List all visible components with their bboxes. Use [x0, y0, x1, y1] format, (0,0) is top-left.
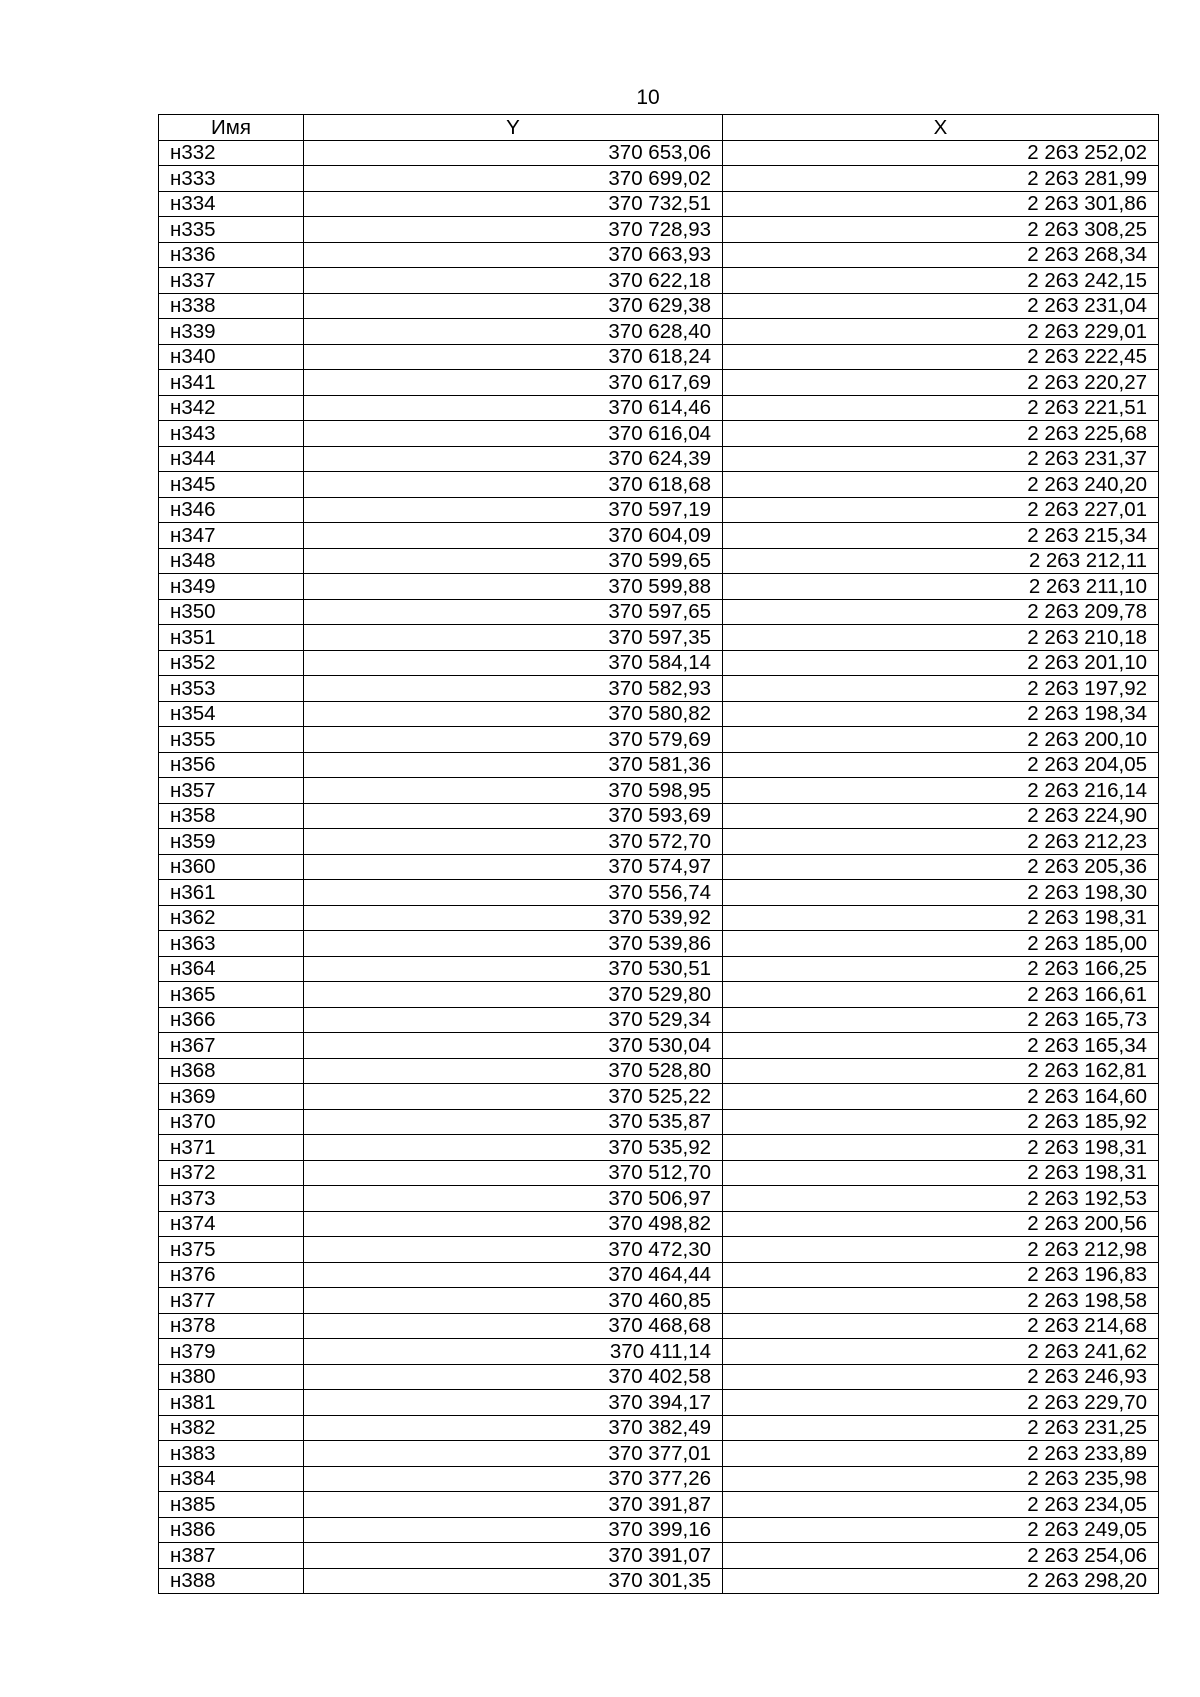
table-row [159, 829, 1159, 855]
y-coordinate-cell: 370 614,46 [304, 395, 723, 421]
x-coordinate-cell: 2 263 185,92 [723, 1109, 1159, 1135]
y-coordinate-cell: 370 382,49 [304, 1415, 723, 1441]
table-row [159, 1339, 1159, 1365]
table-row [159, 574, 1159, 600]
table-row [159, 395, 1159, 421]
x-coordinate-cell: 2 263 231,37 [723, 446, 1159, 472]
y-coordinate-cell: 370 584,14 [304, 650, 723, 676]
table-row [159, 1109, 1159, 1135]
point-name-cell: н360 [159, 854, 304, 880]
y-coordinate-cell: 370 574,97 [304, 854, 723, 880]
x-coordinate-cell: 2 263 215,34 [723, 523, 1159, 549]
x-coordinate-cell: 2 263 249,05 [723, 1517, 1159, 1543]
table-row [159, 421, 1159, 447]
x-coordinate-cell: 2 263 201,10 [723, 650, 1159, 676]
table-row [159, 472, 1159, 498]
point-name-cell: н364 [159, 956, 304, 982]
y-coordinate-cell: 370 535,92 [304, 1135, 723, 1161]
y-coordinate-cell: 370 579,69 [304, 727, 723, 753]
x-coordinate-cell: 2 263 308,25 [723, 217, 1159, 243]
point-name-cell: н333 [159, 166, 304, 192]
table-row [159, 701, 1159, 727]
table-row [159, 293, 1159, 319]
x-coordinate-cell: 2 263 204,05 [723, 752, 1159, 778]
point-name-cell: н358 [159, 803, 304, 829]
point-name-cell: н343 [159, 421, 304, 447]
table-row [159, 1237, 1159, 1263]
table-row [159, 166, 1159, 192]
x-coordinate-cell: 2 263 241,62 [723, 1339, 1159, 1365]
y-coordinate-cell: 370 624,39 [304, 446, 723, 472]
x-coordinate-cell: 2 263 212,11 [723, 548, 1159, 574]
table-row [159, 548, 1159, 574]
table-row [159, 599, 1159, 625]
y-coordinate-cell: 370 530,04 [304, 1033, 723, 1059]
x-coordinate-cell: 2 263 162,81 [723, 1058, 1159, 1084]
point-name-cell: н353 [159, 676, 304, 702]
x-coordinate-cell: 2 263 192,53 [723, 1186, 1159, 1212]
table-row [159, 1466, 1159, 1492]
y-coordinate-cell: 370 732,51 [304, 191, 723, 217]
table-row [159, 497, 1159, 523]
y-coordinate-cell: 370 460,85 [304, 1288, 723, 1314]
x-coordinate-cell: 2 263 198,31 [723, 1135, 1159, 1161]
table-row [159, 880, 1159, 906]
point-name-cell: н352 [159, 650, 304, 676]
point-name-cell: н379 [159, 1339, 304, 1365]
x-coordinate-cell: 2 263 200,56 [723, 1211, 1159, 1237]
point-name-cell: н336 [159, 242, 304, 268]
header-name: Имя [159, 115, 304, 141]
y-coordinate-cell: 370 572,70 [304, 829, 723, 855]
table-row [159, 1211, 1159, 1237]
point-name-cell: н378 [159, 1313, 304, 1339]
x-coordinate-cell: 2 263 254,06 [723, 1543, 1159, 1569]
table-row [159, 446, 1159, 472]
x-coordinate-cell: 2 263 209,78 [723, 599, 1159, 625]
x-coordinate-cell: 2 263 220,27 [723, 370, 1159, 396]
y-coordinate-cell: 370 529,34 [304, 1007, 723, 1033]
x-coordinate-cell: 2 263 210,18 [723, 625, 1159, 651]
y-coordinate-cell: 370 582,93 [304, 676, 723, 702]
y-coordinate-cell: 370 617,69 [304, 370, 723, 396]
x-coordinate-cell: 2 263 301,86 [723, 191, 1159, 217]
x-coordinate-cell: 2 263 268,34 [723, 242, 1159, 268]
x-coordinate-cell: 2 263 221,51 [723, 395, 1159, 421]
y-coordinate-cell: 370 377,26 [304, 1466, 723, 1492]
table-row [159, 803, 1159, 829]
x-coordinate-cell: 2 263 198,34 [723, 701, 1159, 727]
table-row [159, 191, 1159, 217]
point-name-cell: н349 [159, 574, 304, 600]
point-name-cell: н365 [159, 982, 304, 1008]
y-coordinate-cell: 370 301,35 [304, 1568, 723, 1594]
y-coordinate-cell: 370 539,92 [304, 905, 723, 931]
table-row [159, 854, 1159, 880]
point-name-cell: н345 [159, 472, 304, 498]
x-coordinate-cell: 2 263 214,68 [723, 1313, 1159, 1339]
y-coordinate-cell: 370 464,44 [304, 1262, 723, 1288]
table-row [159, 1568, 1159, 1594]
point-name-cell: н375 [159, 1237, 304, 1263]
y-coordinate-cell: 370 618,68 [304, 472, 723, 498]
table-row [159, 1288, 1159, 1314]
y-coordinate-cell: 370 628,40 [304, 319, 723, 345]
y-coordinate-cell: 370 728,93 [304, 217, 723, 243]
point-name-cell: н359 [159, 829, 304, 855]
point-name-cell: н369 [159, 1084, 304, 1110]
point-name-cell: н340 [159, 344, 304, 370]
table-row [159, 752, 1159, 778]
y-coordinate-cell: 370 528,80 [304, 1058, 723, 1084]
table-row [159, 1517, 1159, 1543]
x-coordinate-cell: 2 263 166,61 [723, 982, 1159, 1008]
page-number: 10 [636, 86, 660, 109]
point-name-cell: н357 [159, 778, 304, 804]
y-coordinate-cell: 370 472,30 [304, 1237, 723, 1263]
x-coordinate-cell: 2 263 298,20 [723, 1568, 1159, 1594]
point-name-cell: н355 [159, 727, 304, 753]
y-coordinate-cell: 370 391,87 [304, 1492, 723, 1518]
x-coordinate-cell: 2 263 198,31 [723, 1160, 1159, 1186]
y-coordinate-cell: 370 529,80 [304, 982, 723, 1008]
table-row [159, 1492, 1159, 1518]
x-coordinate-cell: 2 263 212,98 [723, 1237, 1159, 1263]
x-coordinate-cell: 2 263 246,93 [723, 1364, 1159, 1390]
table-row [159, 1313, 1159, 1339]
table-row [159, 1390, 1159, 1416]
y-coordinate-cell: 370 498,82 [304, 1211, 723, 1237]
header-y: Y [304, 115, 723, 141]
x-coordinate-cell: 2 263 165,34 [723, 1033, 1159, 1059]
table-row [159, 625, 1159, 651]
x-coordinate-cell: 2 263 211,10 [723, 574, 1159, 600]
point-name-cell: н347 [159, 523, 304, 549]
point-name-cell: н380 [159, 1364, 304, 1390]
point-name-cell: н334 [159, 191, 304, 217]
table-row [159, 344, 1159, 370]
y-coordinate-cell: 370 512,70 [304, 1160, 723, 1186]
table-row [159, 242, 1159, 268]
x-coordinate-cell: 2 263 197,92 [723, 676, 1159, 702]
x-coordinate-cell: 2 263 164,60 [723, 1084, 1159, 1110]
x-coordinate-cell: 2 263 227,01 [723, 497, 1159, 523]
y-coordinate-cell: 370 556,74 [304, 880, 723, 906]
x-coordinate-cell: 2 263 165,73 [723, 1007, 1159, 1033]
point-name-cell: н382 [159, 1415, 304, 1441]
point-name-cell: н366 [159, 1007, 304, 1033]
table-row [159, 370, 1159, 396]
table-row [159, 727, 1159, 753]
point-name-cell: н337 [159, 268, 304, 294]
y-coordinate-cell: 370 663,93 [304, 242, 723, 268]
point-name-cell: н370 [159, 1109, 304, 1135]
y-coordinate-cell: 370 598,95 [304, 778, 723, 804]
table-row [159, 1033, 1159, 1059]
y-coordinate-cell: 370 597,35 [304, 625, 723, 651]
x-coordinate-cell: 2 263 229,01 [723, 319, 1159, 345]
y-coordinate-cell: 370 604,09 [304, 523, 723, 549]
y-coordinate-cell: 370 468,68 [304, 1313, 723, 1339]
point-name-cell: н387 [159, 1543, 304, 1569]
y-coordinate-cell: 370 616,04 [304, 421, 723, 447]
table-row [159, 1364, 1159, 1390]
point-name-cell: н362 [159, 905, 304, 931]
point-name-cell: н374 [159, 1211, 304, 1237]
point-name-cell: н348 [159, 548, 304, 574]
x-coordinate-cell: 2 263 200,10 [723, 727, 1159, 753]
table-row [159, 217, 1159, 243]
point-name-cell: н383 [159, 1441, 304, 1467]
x-coordinate-cell: 2 263 240,20 [723, 472, 1159, 498]
point-name-cell: н376 [159, 1262, 304, 1288]
coordinates-table [158, 114, 1159, 1594]
table-row [159, 268, 1159, 294]
point-name-cell: н335 [159, 217, 304, 243]
x-coordinate-cell: 2 263 198,58 [723, 1288, 1159, 1314]
point-name-cell: н368 [159, 1058, 304, 1084]
point-name-cell: н384 [159, 1466, 304, 1492]
y-coordinate-cell: 370 394,17 [304, 1390, 723, 1416]
table-row [159, 905, 1159, 931]
y-coordinate-cell: 370 597,65 [304, 599, 723, 625]
x-coordinate-cell: 2 263 242,15 [723, 268, 1159, 294]
table-row [159, 1415, 1159, 1441]
y-coordinate-cell: 370 391,07 [304, 1543, 723, 1569]
point-name-cell: н372 [159, 1160, 304, 1186]
y-coordinate-cell: 370 699,02 [304, 166, 723, 192]
x-coordinate-cell: 2 263 252,02 [723, 140, 1159, 166]
point-name-cell: н338 [159, 293, 304, 319]
x-coordinate-cell: 2 263 166,25 [723, 956, 1159, 982]
y-coordinate-cell: 370 599,88 [304, 574, 723, 600]
y-coordinate-cell: 370 581,36 [304, 752, 723, 778]
point-name-cell: н350 [159, 599, 304, 625]
table-row [159, 1262, 1159, 1288]
x-coordinate-cell: 2 263 222,45 [723, 344, 1159, 370]
x-coordinate-cell: 2 263 196,83 [723, 1262, 1159, 1288]
x-coordinate-cell: 2 263 231,04 [723, 293, 1159, 319]
point-name-cell: н386 [159, 1517, 304, 1543]
point-name-cell: н356 [159, 752, 304, 778]
point-name-cell: н346 [159, 497, 304, 523]
table-row [159, 319, 1159, 345]
point-name-cell: н342 [159, 395, 304, 421]
point-name-cell: н354 [159, 701, 304, 727]
x-coordinate-cell: 2 263 198,31 [723, 905, 1159, 931]
point-name-cell: н351 [159, 625, 304, 651]
table-row [159, 523, 1159, 549]
point-name-cell: н332 [159, 140, 304, 166]
x-coordinate-cell: 2 263 185,00 [723, 931, 1159, 957]
y-coordinate-cell: 370 377,01 [304, 1441, 723, 1467]
x-coordinate-cell: 2 263 224,90 [723, 803, 1159, 829]
x-coordinate-cell: 2 263 229,70 [723, 1390, 1159, 1416]
table-row [159, 1441, 1159, 1467]
table-row [159, 956, 1159, 982]
x-coordinate-cell: 2 263 281,99 [723, 166, 1159, 192]
x-coordinate-cell: 2 263 234,05 [723, 1492, 1159, 1518]
header-x: X [723, 115, 1159, 141]
table-header-row [159, 115, 1159, 141]
point-name-cell: н341 [159, 370, 304, 396]
y-coordinate-cell: 370 580,82 [304, 701, 723, 727]
y-coordinate-cell: 370 506,97 [304, 1186, 723, 1212]
point-name-cell: н361 [159, 880, 304, 906]
table-row [159, 1007, 1159, 1033]
table-row [159, 1543, 1159, 1569]
point-name-cell: н344 [159, 446, 304, 472]
y-coordinate-cell: 370 597,19 [304, 497, 723, 523]
y-coordinate-cell: 370 593,69 [304, 803, 723, 829]
table-row [159, 982, 1159, 1008]
table-row [159, 1084, 1159, 1110]
y-coordinate-cell: 370 525,22 [304, 1084, 723, 1110]
table-row [159, 1058, 1159, 1084]
table-row [159, 1160, 1159, 1186]
point-name-cell: н381 [159, 1390, 304, 1416]
x-coordinate-cell: 2 263 233,89 [723, 1441, 1159, 1467]
point-name-cell: н371 [159, 1135, 304, 1161]
table-row [159, 1135, 1159, 1161]
y-coordinate-cell: 370 399,16 [304, 1517, 723, 1543]
y-coordinate-cell: 370 599,65 [304, 548, 723, 574]
table-row [159, 931, 1159, 957]
x-coordinate-cell: 2 263 212,23 [723, 829, 1159, 855]
x-coordinate-cell: 2 263 225,68 [723, 421, 1159, 447]
table-row [159, 140, 1159, 166]
table-row [159, 778, 1159, 804]
table-body [159, 140, 1159, 1594]
x-coordinate-cell: 2 263 231,25 [723, 1415, 1159, 1441]
point-name-cell: н385 [159, 1492, 304, 1518]
y-coordinate-cell: 370 622,18 [304, 268, 723, 294]
y-coordinate-cell: 370 539,86 [304, 931, 723, 957]
table-row [159, 1186, 1159, 1212]
y-coordinate-cell: 370 629,38 [304, 293, 723, 319]
point-name-cell: н363 [159, 931, 304, 957]
x-coordinate-cell: 2 263 198,30 [723, 880, 1159, 906]
y-coordinate-cell: 370 653,06 [304, 140, 723, 166]
x-coordinate-cell: 2 263 205,36 [723, 854, 1159, 880]
y-coordinate-cell: 370 411,14 [304, 1339, 723, 1365]
y-coordinate-cell: 370 618,24 [304, 344, 723, 370]
point-name-cell: н373 [159, 1186, 304, 1212]
point-name-cell: н367 [159, 1033, 304, 1059]
table-row [159, 650, 1159, 676]
x-coordinate-cell: 2 263 216,14 [723, 778, 1159, 804]
point-name-cell: н339 [159, 319, 304, 345]
y-coordinate-cell: 370 530,51 [304, 956, 723, 982]
y-coordinate-cell: 370 402,58 [304, 1364, 723, 1390]
y-coordinate-cell: 370 535,87 [304, 1109, 723, 1135]
point-name-cell: н388 [159, 1568, 304, 1594]
table-row [159, 676, 1159, 702]
point-name-cell: н377 [159, 1288, 304, 1314]
x-coordinate-cell: 2 263 235,98 [723, 1466, 1159, 1492]
